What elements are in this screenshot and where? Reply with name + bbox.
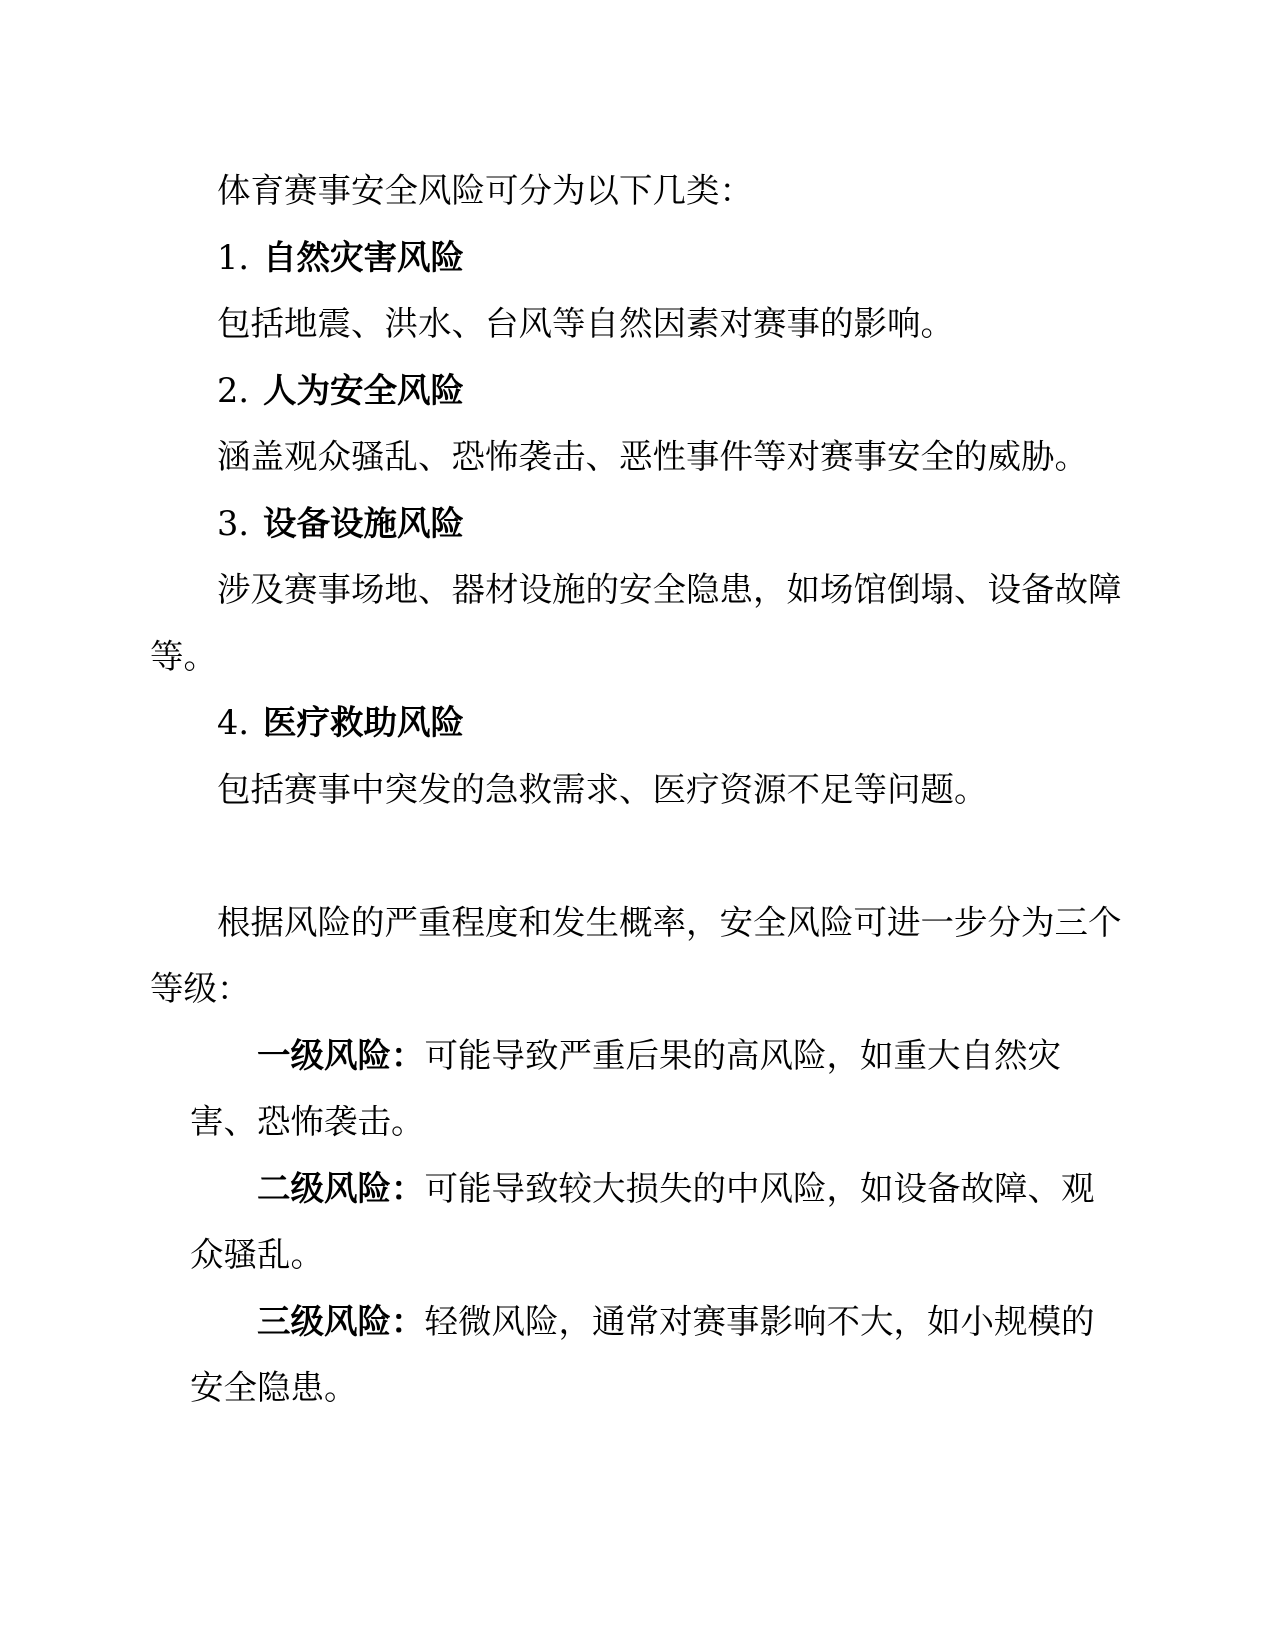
category-description-1: 包括地震、洪水、台风等自然因素对赛事的影响。 [217, 304, 954, 343]
category-heading-1 [150, 225, 1130, 292]
category-title: 医疗救助风险 [263, 703, 465, 742]
category-description-2: 涵盖观众骚乱、恐怖袭击、恶性事件等对赛事安全的威胁。 [217, 437, 1088, 476]
risk-level-description: 可能导致较大损失的中风险，如设备故障、观众骚乱。 [190, 1168, 1095, 1274]
blank-line [150, 823, 1130, 890]
risk-level-description: 轻微风险，通常对赛事影响不大，如小规模的安全隐患。 [190, 1301, 1095, 1407]
category-title: 设备设施风险 [263, 503, 465, 543]
category-title: 人为安全风险 [263, 370, 465, 410]
risk-level-label: 三级风险： [257, 1301, 425, 1341]
category-number: 2. [217, 370, 249, 410]
document-content [150, 158, 1130, 1422]
risk-level-item-2 [190, 1156, 1120, 1289]
risk-level-description: 可能导致严重后果的高风险，如重大自然灾害、恐怖袭击。 [190, 1035, 1061, 1141]
risk-level-label: 二级风险： [257, 1168, 425, 1208]
category-description-3: 涉及赛事场地、器材设施的安全隐患，如场馆倒塌、设备故障等。 [150, 570, 1122, 676]
category-heading-3 [150, 491, 1130, 558]
category-number: 4. [217, 703, 249, 742]
category-number: 3. [217, 503, 249, 543]
category-number: 1. [217, 237, 249, 277]
intro-paragraph: 体育赛事安全风险可分为以下几类： [217, 171, 753, 210]
levels-intro-paragraph: 根据风险的严重程度和发生概率，安全风险可进一步分为三个等级： [150, 902, 1122, 1008]
category-heading-4 [150, 690, 1130, 757]
risk-level-label: 一级风险： [257, 1035, 425, 1075]
risk-level-item-1 [190, 1023, 1120, 1156]
category-title: 自然灾害风险 [263, 237, 465, 277]
risk-level-item-3 [190, 1289, 1120, 1422]
category-heading-2 [150, 358, 1130, 425]
category-description-4: 包括赛事中突发的急救需求、医疗资源不足等问题。 [217, 769, 988, 809]
